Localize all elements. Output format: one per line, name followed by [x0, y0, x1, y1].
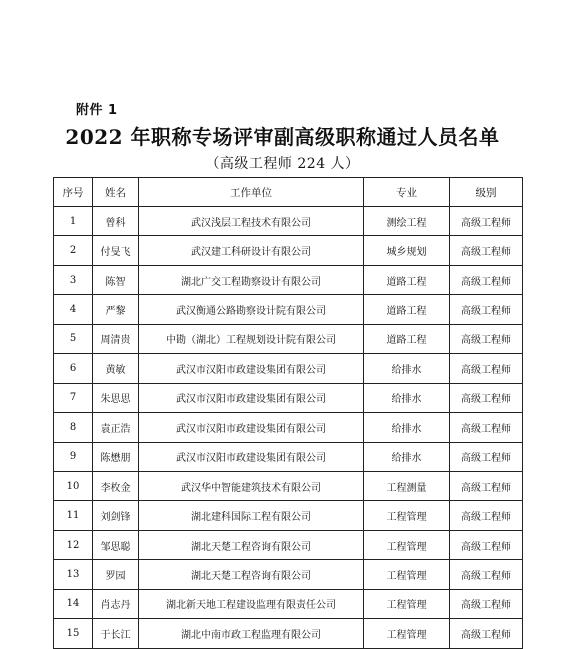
cell-employer: 武汉浅层工程技术有限公司	[139, 207, 364, 236]
cell-specialty: 工程管理	[364, 530, 450, 559]
table-row	[54, 295, 523, 324]
cell-index: 13	[54, 560, 93, 589]
table-body	[54, 207, 523, 649]
cell-specialty: 道路工程	[364, 324, 450, 353]
table-row	[54, 413, 523, 442]
table-header-row	[54, 178, 523, 207]
cell-employer: 武汉华中智能建筑技术有限公司	[139, 471, 364, 500]
cell-index: 15	[54, 619, 93, 648]
cell-specialty: 工程管理	[364, 619, 450, 648]
cell-name: 朱思思	[93, 383, 139, 412]
cell-level: 高级工程师	[450, 530, 523, 559]
cell-specialty: 测绘工程	[364, 207, 450, 236]
cell-index: 14	[54, 589, 93, 618]
cell-name: 刘剑锋	[93, 501, 139, 530]
table-row	[54, 501, 523, 530]
table-row	[54, 324, 523, 353]
cell-index: 8	[54, 413, 93, 442]
table-row	[54, 383, 523, 412]
cell-name: 李枚金	[93, 471, 139, 500]
cell-specialty: 道路工程	[364, 265, 450, 294]
cell-employer: 武汉市汉阳市政建设集团有限公司	[139, 413, 364, 442]
document-title: 2022 年职称专场评审副高级职称通过人员名单	[65, 125, 500, 149]
cell-employer: 武汉市汉阳市政建设集团有限公司	[139, 354, 364, 383]
cell-index: 5	[54, 324, 93, 353]
cell-level: 高级工程师	[450, 413, 523, 442]
table-row	[54, 236, 523, 265]
cell-employer: 武汉建工科研设计有限公司	[139, 236, 364, 265]
cell-level: 高级工程师	[450, 442, 523, 471]
cell-specialty: 工程测量	[364, 471, 450, 500]
cell-level: 高级工程师	[450, 324, 523, 353]
cell-index: 4	[54, 295, 93, 324]
cell-name: 严黎	[93, 295, 139, 324]
cell-index: 9	[54, 442, 93, 471]
cell-specialty: 给排水	[364, 442, 450, 471]
cell-employer: 武汉市汉阳市政建设集团有限公司	[139, 442, 364, 471]
cell-employer: 武汉市汉阳市政建设集团有限公司	[139, 383, 364, 412]
cell-employer: 湖北新天地工程建设监理有限责任公司	[139, 589, 364, 618]
table-row	[54, 207, 523, 236]
cell-name: 周清贵	[93, 324, 139, 353]
cell-specialty: 工程管理	[364, 589, 450, 618]
cell-level: 高级工程师	[450, 471, 523, 500]
table-row	[54, 354, 523, 383]
cell-index: 2	[54, 236, 93, 265]
document-subtitle: （高级工程师 224 人）	[205, 156, 360, 172]
cell-index: 1	[54, 207, 93, 236]
cell-level: 高级工程师	[450, 619, 523, 648]
cell-specialty: 工程管理	[364, 560, 450, 589]
cell-index: 12	[54, 530, 93, 559]
cell-level: 高级工程师	[450, 236, 523, 265]
cell-index: 11	[54, 501, 93, 530]
table-row	[54, 589, 523, 618]
cell-index: 10	[54, 471, 93, 500]
cell-employer: 湖北广交工程勘察设计有限公司	[139, 265, 364, 294]
cell-index: 6	[54, 354, 93, 383]
header-specialty: 专业	[364, 178, 450, 207]
cell-name: 陈智	[93, 265, 139, 294]
cell-name: 于长江	[93, 619, 139, 648]
cell-index: 3	[54, 265, 93, 294]
cell-level: 高级工程师	[450, 501, 523, 530]
table-row	[54, 619, 523, 648]
cell-index: 7	[54, 383, 93, 412]
cell-specialty: 给排水	[364, 354, 450, 383]
personnel-table	[53, 177, 523, 649]
cell-employer: 湖北天楚工程咨询有限公司	[139, 560, 364, 589]
cell-name: 罗园	[93, 560, 139, 589]
cell-specialty: 给排水	[364, 413, 450, 442]
cell-level: 高级工程师	[450, 589, 523, 618]
cell-level: 高级工程师	[450, 265, 523, 294]
table-row	[54, 442, 523, 471]
cell-name: 黄敏	[93, 354, 139, 383]
cell-name: 曾科	[93, 207, 139, 236]
cell-name: 付旻飞	[93, 236, 139, 265]
cell-employer: 湖北建科国际工程有限公司	[139, 501, 364, 530]
cell-level: 高级工程师	[450, 295, 523, 324]
header-index: 序号	[54, 178, 93, 207]
table-row	[54, 560, 523, 589]
cell-specialty: 城乡规划	[364, 236, 450, 265]
header-level: 级别	[450, 178, 523, 207]
cell-employer: 中勘（湖北）工程规划设计院有限公司	[139, 324, 364, 353]
cell-name: 陈懋朋	[93, 442, 139, 471]
table-row	[54, 530, 523, 559]
cell-level: 高级工程师	[450, 560, 523, 589]
cell-employer: 武汉衡通公路勘察设计院有限公司	[139, 295, 364, 324]
header-name: 姓名	[93, 178, 139, 207]
cell-name: 袁正浩	[93, 413, 139, 442]
header-employer: 工作单位	[139, 178, 364, 207]
cell-name: 肖志丹	[93, 589, 139, 618]
cell-level: 高级工程师	[450, 354, 523, 383]
table-row	[54, 471, 523, 500]
cell-specialty: 给排水	[364, 383, 450, 412]
attachment-label: 附件 1	[76, 103, 118, 118]
cell-name: 邹思聪	[93, 530, 139, 559]
table-row	[54, 265, 523, 294]
cell-level: 高级工程师	[450, 207, 523, 236]
cell-employer: 湖北天楚工程咨询有限公司	[139, 530, 364, 559]
cell-specialty: 道路工程	[364, 295, 450, 324]
cell-level: 高级工程师	[450, 383, 523, 412]
cell-employer: 湖北中南市政工程监理有限公司	[139, 619, 364, 648]
cell-specialty: 工程管理	[364, 501, 450, 530]
